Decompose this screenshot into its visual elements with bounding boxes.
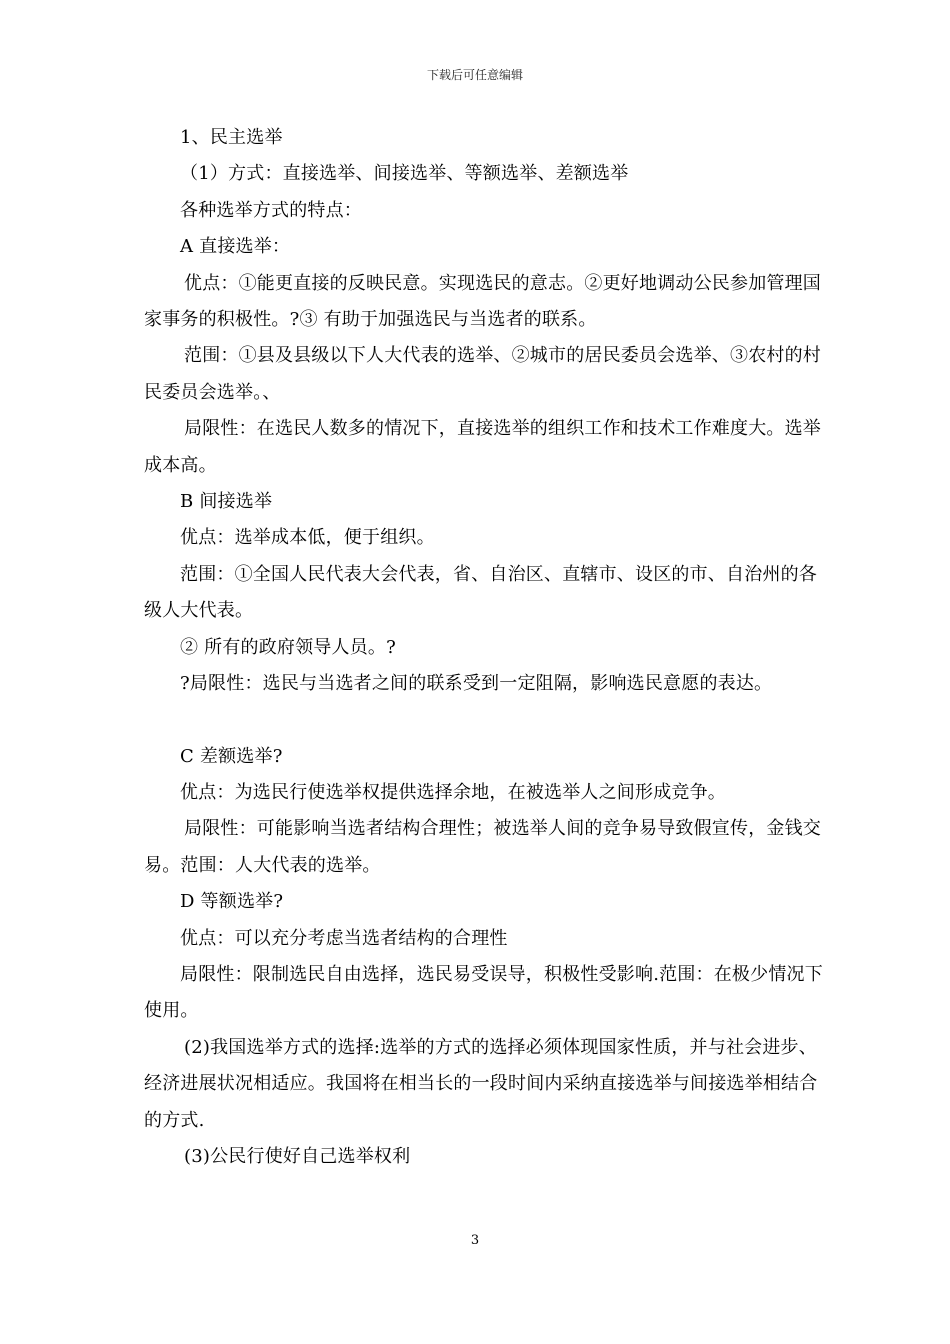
paragraph: 局限性：在选民人数多的情况下，直接选举的组织工作和技术工作难度大。选举成本高。 xyxy=(144,418,821,476)
paragraph: 优点：可以充分考虑当选者结构的合理性 xyxy=(180,927,508,949)
paragraph: (3)公民行使好自己选举权利 xyxy=(184,1145,411,1167)
paragraph: 范围：①全国人民代表大会代表，省、自治区、直辖市、设区的市、自治州的各级人大代表。 xyxy=(144,563,817,622)
blank-line xyxy=(144,703,824,739)
paragraph: 优点：①能更直接的反映民意。实现选民的意志。②更好地调动公民参加管理国家事务的积极性。?③ 有助于加强选民与当选者的联系。 xyxy=(144,272,821,331)
paragraph: ② 所有的政府领导人员。? xyxy=(180,636,396,658)
paragraph: 优点：为选民行使选举权提供选择余地，在被选举人之间形成竞争。 xyxy=(180,781,726,803)
paragraph: 局限性：可能影响当选者结构合理性；被选举人间的竞争易导致假宣传，金钱交易。范围：人大代表的选举。 xyxy=(144,818,821,876)
document-body xyxy=(144,120,824,1175)
paragraph: 优点：选举成本低，便于组织。 xyxy=(180,527,435,549)
page-header: 下载后可任意编辑 xyxy=(426,68,523,82)
subheading: D 等额选举? xyxy=(180,891,284,913)
section-heading: 1、民主选举 xyxy=(180,127,283,148)
subheading: C 差额选举? xyxy=(180,745,283,767)
paragraph: 各种选举方式的特点： xyxy=(180,199,362,221)
page-number: 3 xyxy=(470,1233,480,1248)
paragraph: (2)我国选举方式的选择:选举的方式的选择必须体现国家性质，并与社会进步、经济进展状况相适应。我国将在相当长的一段时间内采纳直接选举与间接选举相结合的方式. xyxy=(144,1036,818,1131)
paragraph: （1）方式：直接选举、间接选举、等额选举、差额选举 xyxy=(180,163,629,185)
subheading: B 间接选举 xyxy=(180,491,273,513)
paragraph: 范围：①县及县级以下人大代表的选举、②城市的居民委员会选举、③农村的村民委员会选举。、 xyxy=(144,345,821,403)
paragraph: ?局限性：选民与当选者之间的联系受到一定阻隔，影响选民意愿的表达。 xyxy=(180,673,773,695)
paragraph: 局限性：限制选民自由选择，选民易受误导，积极性受影响.范围：在极少情况下使用。 xyxy=(144,963,823,1022)
subheading: A 直接选举： xyxy=(180,236,291,258)
